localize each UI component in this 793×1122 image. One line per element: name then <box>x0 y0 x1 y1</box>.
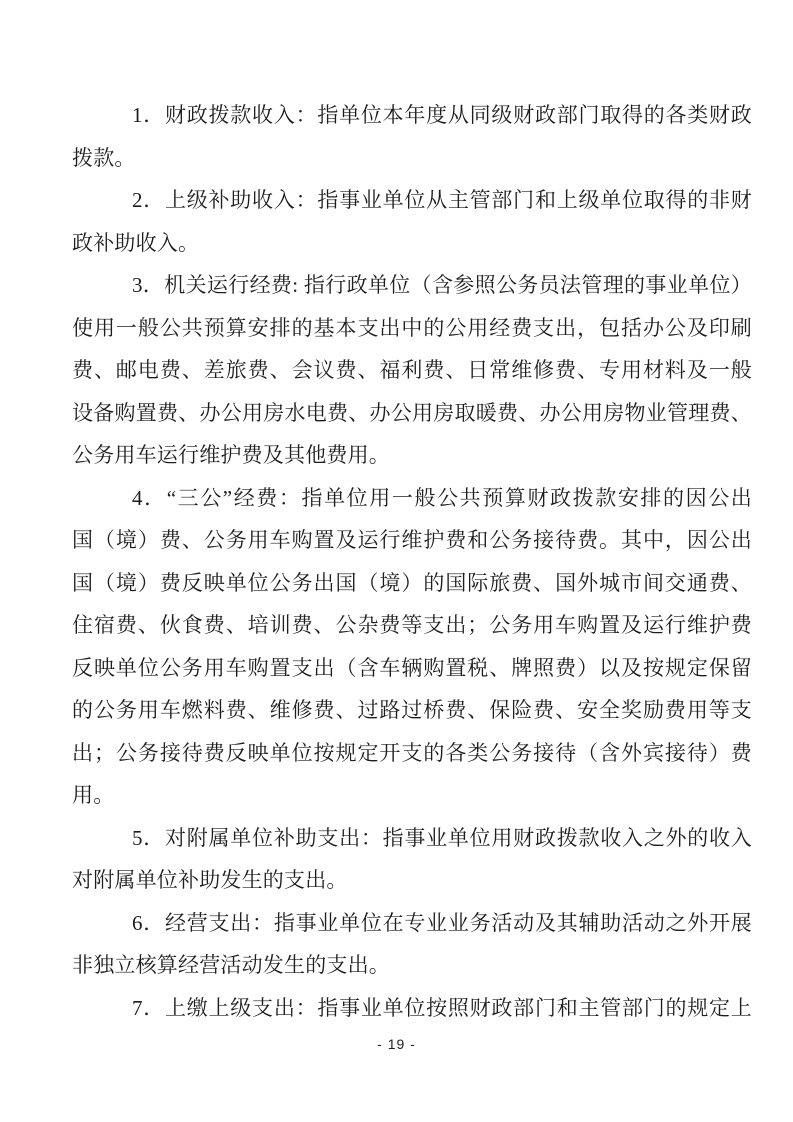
paragraph-4-line-2: 国（境）费、公务用车购置及运行维护费和公务接待费。其中，因公出 <box>72 528 752 552</box>
paragraph-4-line-8: 用。 <box>72 783 115 807</box>
paragraph-3-line-2: 使用一般公共预算安排的基本支出中的公用经费支出，包括办公及印刷 <box>72 315 752 340</box>
paragraph-3-line-3: 费、邮电费、差旅费、会议费、福利费、日常维修费、专用材料及一般 <box>72 358 752 382</box>
paragraph-3-line-5: 公务用车运行维护费及其他费用。 <box>72 443 390 467</box>
paragraph-6-line-2: 非独立核算经营活动发生的支出。 <box>72 953 390 977</box>
document-body <box>72 94 752 1029</box>
paragraph-5-line-2: 对附属单位补助发生的支出。 <box>72 868 348 892</box>
paragraph-4 <box>72 477 752 817</box>
page-number: - 19 - <box>377 1036 416 1052</box>
paragraph-1-line-2: 拨款。 <box>72 145 136 170</box>
paragraph-4-line-3: 国（境）费反映单位公务出国（境）的国际旅费、国外城市间交通费、 <box>72 570 752 595</box>
paragraph-1-line-1: 1．财政拨款收入：指单位本年度从同级财政部门取得的各类财政 <box>132 103 752 127</box>
paragraph-4-line-7: 出；公务接待费反映单位按规定开支的各类公务接待（含外宾接待）费 <box>72 740 752 765</box>
paragraph-6 <box>72 902 752 987</box>
paragraph-2-line-2: 政补助收入。 <box>72 230 200 255</box>
paragraph-7-line-1: 7．上缴上级支出：指事业单位按照财政部门和主管部门的规定上 <box>132 995 752 1020</box>
paragraph-6-line-1: 6．经营支出：指事业单位在专业业务活动及其辅助活动之外开展 <box>132 910 752 935</box>
paragraph-3-line-1: 3．机关运行经费: 指行政单位（含参照公务员法管理的事业单位） <box>132 273 752 297</box>
paragraph-3 <box>72 264 752 477</box>
paragraph-4-line-6: 的公务用车燃料费、维修费、过路过桥费、保险费、安全奖励费用等支 <box>72 698 752 722</box>
paragraph-7 <box>72 987 752 1030</box>
paragraph-2-line-1: 2．上级补助收入：指事业单位从主管部门和上级单位取得的非财 <box>132 188 752 212</box>
paragraph-1 <box>72 94 752 179</box>
paragraph-3-line-4: 设备购置费、办公用房水电费、办公用房取暖费、办公用房物业管理费、 <box>72 400 752 425</box>
paragraph-2 <box>72 179 752 264</box>
paragraph-4-line-4: 住宿费、伙食费、培训费、公杂费等支出；公务用车购置及运行维护费 <box>72 613 752 637</box>
paragraph-4-line-1: 4．“三公”经费：指单位用一般公共预算财政拨款安排的因公出 <box>132 485 752 510</box>
paragraph-4-line-5: 反映单位公务用车购置支出（含车辆购置税、牌照费）以及按规定保留 <box>72 655 752 680</box>
paragraph-5 <box>72 817 752 902</box>
paragraph-5-line-1: 5．对附属单位补助支出：指事业单位用财政拨款收入之外的收入 <box>132 825 752 850</box>
